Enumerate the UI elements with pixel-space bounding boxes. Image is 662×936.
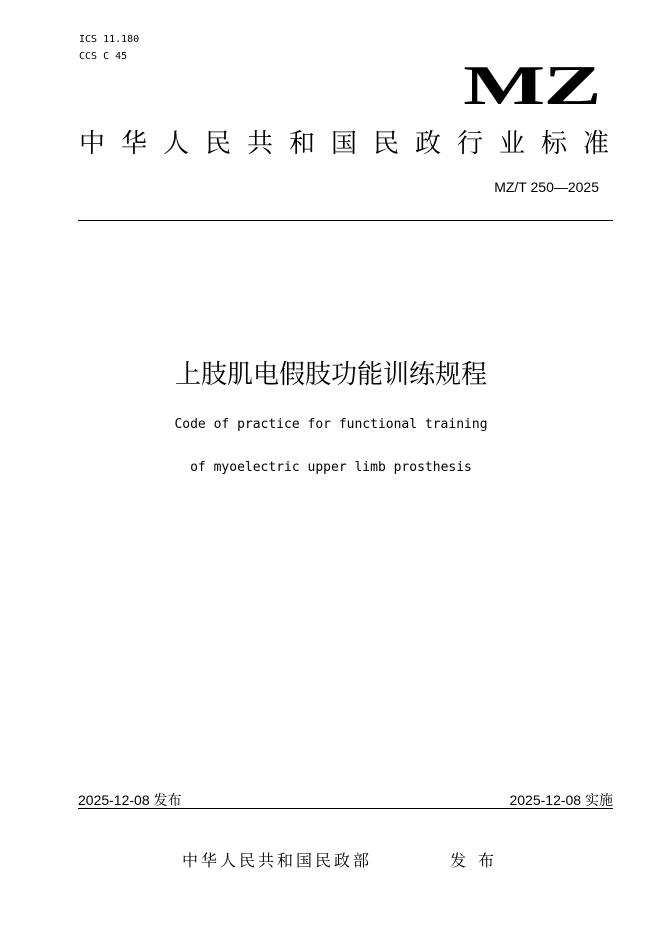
agency-title: 中华人民共和国民政行业标准 — [79, 129, 626, 159]
mz-logo: MZ — [463, 55, 600, 117]
implementation-date: 2025-12-08 实施 — [509, 792, 613, 808]
publisher-name: 中华人民共和国民政部 — [182, 851, 373, 870]
ccs-code: CCS C 45 — [79, 51, 128, 62]
standard-number: MZ/T 250—2025 — [494, 179, 599, 195]
header-divider — [78, 220, 613, 221]
publish-label: 发布 — [450, 851, 507, 870]
footer-divider — [78, 808, 613, 809]
ics-code: ICS 11.180 — [79, 34, 140, 45]
document-title-zh: 上肢肌电假肢功能训练规程 — [174, 360, 487, 390]
document-title-en-line-2: of myoelectric upper limb prosthesis — [190, 460, 472, 475]
document-title-en-line-1: Code of practice for functional training — [174, 417, 488, 432]
issue-date: 2025-12-08 发布 — [78, 792, 182, 808]
